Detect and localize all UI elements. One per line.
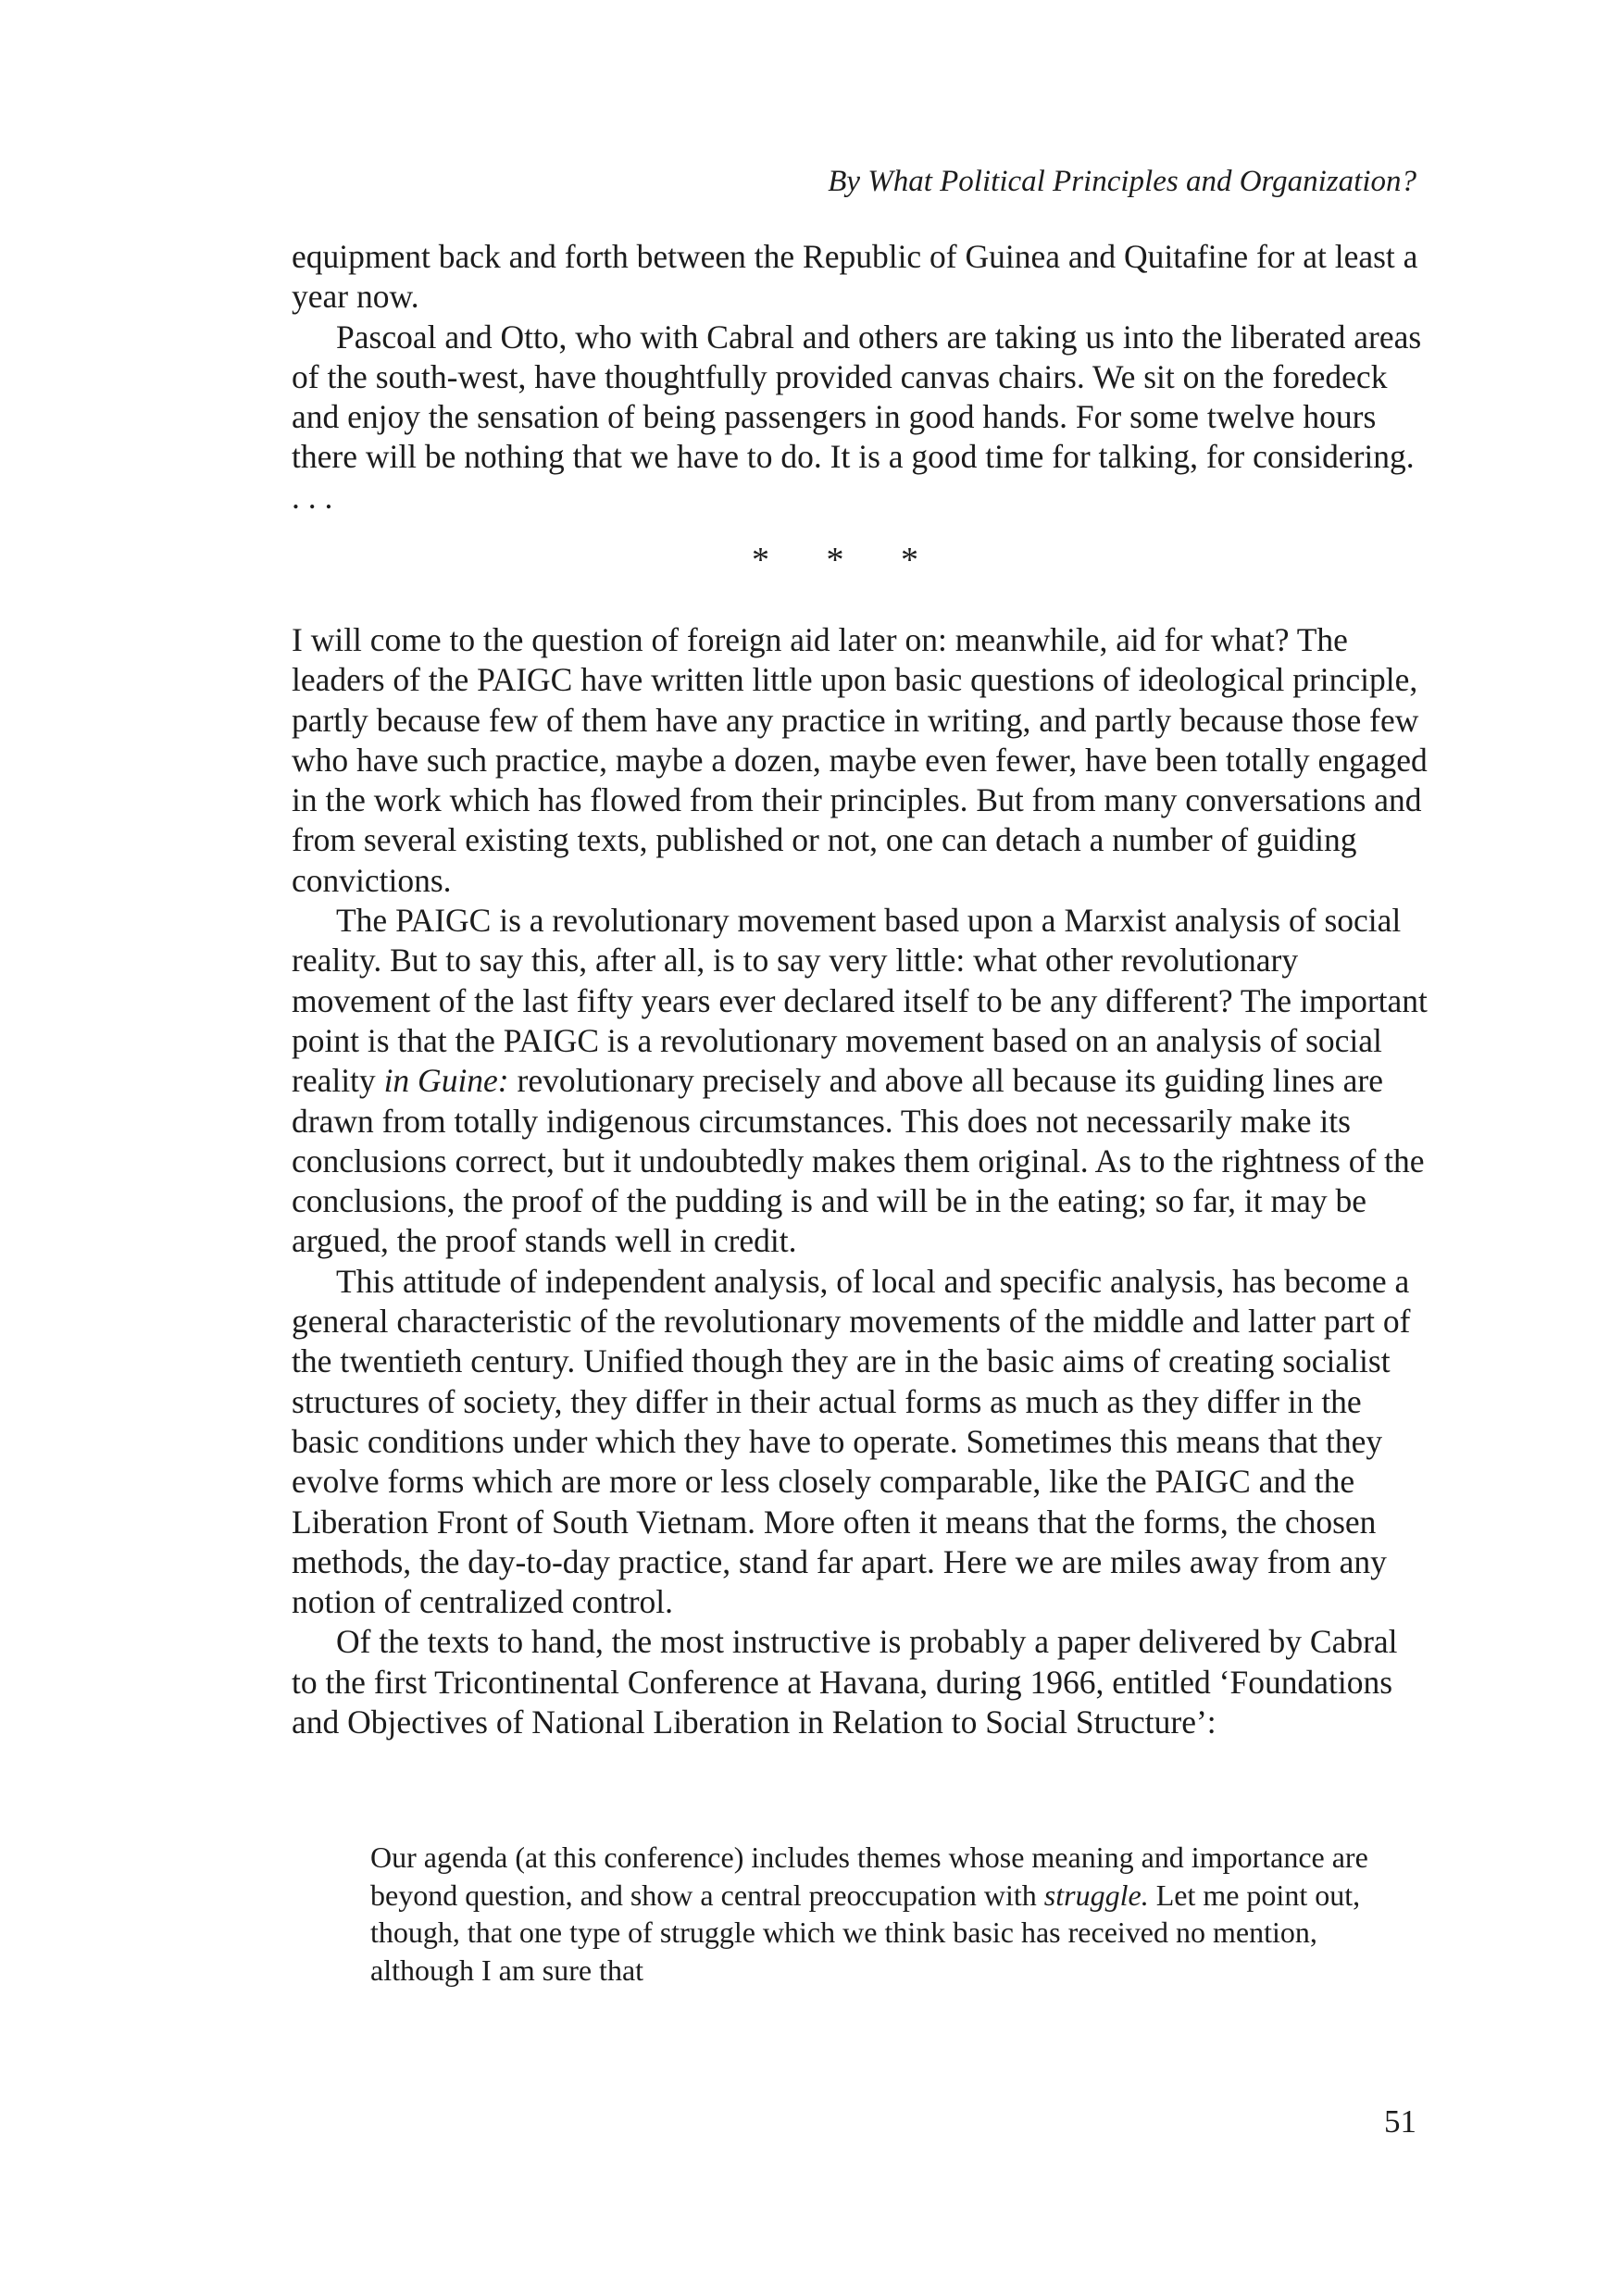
paragraph-independent-analysis: This attitude of independent analysis, of local and specific analysis, has become a general characteristic of the revolutionary movements of the middle and latter part of the twentieth century. Unified though they are in the basic aims of creating socialist structures of society, they differ in their actual forms as much as they differ in the basic conditions under which they have to operate. Sometimes this means that they evolve forms which are more or less closely comparable, like the PAIGC and the Liberation Front of South Vietnam. More often it means that the forms, the chosen methods, the day-to-day practice, stand far apart. Here we are miles away from any notion of centralized control. [292,1262,1411,1621]
section-break-ornament: * * * [752,541,942,580]
emphasis-in-guine: in Guine: [383,1062,509,1100]
paragraph-text: revolutionary precisely and above all because its guiding lines are drawn from totally indigenous circumstances. This does not necessarily make its conclusions correct, but it undoubtedly makes them original. As to the rightness of the conclusions, the proof of the pudding is and will be in the eating; so far, it may be argued, the proof stands well in credit. [292,1062,1425,1260]
paragraph-tricontinental: Of the texts to hand, the most instructive is probably a paper delivered by Cabral to the first Tricontinental Conference at Havana, during 1966, entitled ‘Foundations and Objectives of National Liberation in Relation to Social Structure’: [292,1623,1398,1741]
quotation-segment: Let me point out, though, that one type of struggle which we think basic has received no mention, although I am sure that [370,1878,1361,1987]
paragraph-canvas-chairs: Pascoal and Otto, who with Cabral and others are taking us into the liberated areas of the south-west, have thoughtfully provided canvas chairs. We sit on the foredeck and enjoy the sensation of being passengers in good hands. For some twelve hours there will be nothing that we have to do. It is a good time for talking, for considering. . . . [292,318,1422,516]
main-text-block [292,620,1430,1742]
paragraph-foreign-aid: I will come to the question of foreign aid later on: meanwhile, aid for what? The leaders of the PAIGC have written little upon basic questions of ideological principle, partly because few of them have any practice in writing, and partly because those few who have such practice, maybe a dozen, maybe even fewer, have been totally engaged in the work which has flowed from their principles. But from many conversations and from several existing texts, published or not, one can detach a number of guiding convictions. [292,621,1428,899]
paragraph-text: The PAIGC is a revolutionary movement based upon a Marxist analysis of social reality. But to say this, after all, is to say very little: what other revolutionary movement of the last fifty years ever declared itself to be any different? The important point is that the PAIGC is a revolutionary movement based on an analysis of social reality [292,902,1428,1100]
paragraph-continued: equipment back and forth between the Republic of Guinea and Quitafine for at least a year now. [292,238,1418,316]
quotation-text [370,1839,1412,1989]
running-head: By What Political Principles and Organization? [828,165,1416,198]
page-number: 51 [1384,2103,1416,2140]
paragraph-marxist-analysis [292,901,1430,1262]
block-quotation [370,1839,1412,1989]
opening-text-block [292,237,1430,518]
quotation-segment: Our agenda (at this conference) includes themes whose meaning and importance are beyond question, and show a central preoccupation with [370,1841,1368,1912]
emphasis-struggle: struggle. [1043,1878,1149,1912]
